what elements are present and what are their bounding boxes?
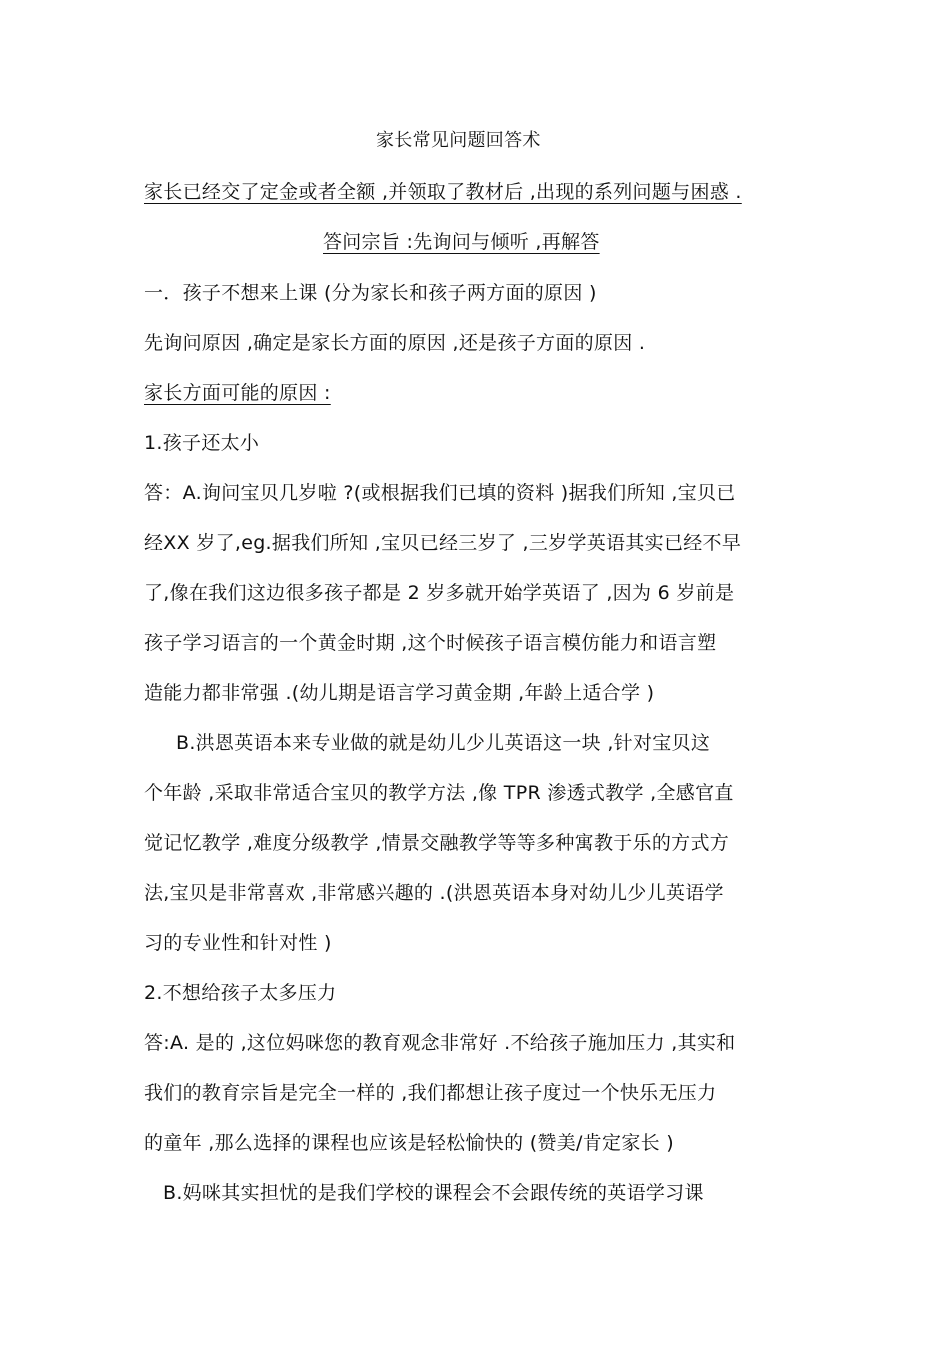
paragraph-line: 经XX 岁了,eg.据我们所知 ,宝贝已经三岁了 ,三岁学英语其实已经不早 <box>144 532 742 554</box>
paragraph-line: 法,宝贝是非常喜欢 ,非常感兴趣的 .(洪恩英语本身对幼儿少儿英语学 <box>144 882 724 904</box>
paragraph-line: 先询问原因 ,确定是家长方面的原因 ,还是孩子方面的原因 . <box>144 332 646 354</box>
paragraph-line: 孩子学习语言的一个黄金时期 ,这个时候孩子语言模仿能力和语言塑 <box>144 632 717 654</box>
subsection-heading: 家长方面可能的原因 : <box>144 382 331 404</box>
section-heading: 一．孩子不想来上课 (分为家长和孩子两方面的原因 ) <box>144 282 597 304</box>
paragraph-line: 了,像在我们这边很多孩子都是 2 岁多就开始学英语了 ,因为 6 岁前是 <box>144 582 735 604</box>
paragraph-line: B.洪恩英语本来专业做的就是幼儿少儿英语这一块 ,针对宝贝这 <box>176 732 711 754</box>
document-title: 家长常见问题回答术 <box>376 130 541 151</box>
paragraph-line: 个年龄 ,采取非常适合宝贝的教学方法 ,像 TPR 渗透式教学 ,全感官直 <box>144 782 734 804</box>
item-heading: 1.孩子还太小 <box>144 432 260 454</box>
paragraph-line: 答：A.询问宝贝几岁啦 ?(或根据我们已填的资料 )据我们所知 ,宝贝已 <box>144 482 736 504</box>
paragraph-line: 的童年 ,那么选择的课程也应该是轻松愉快的 (赞美/肯定家长 ) <box>144 1132 674 1154</box>
answer-principle: 答问宗旨 :先询问与倾听 ,再解答 <box>323 231 600 253</box>
paragraph-line: 习的专业性和针对性 ) <box>144 932 332 954</box>
paragraph-line: 我们的教育宗旨是完全一样的 ,我们都想让孩子度过一个快乐无压力 <box>144 1082 717 1104</box>
paragraph-line: 答:A. 是的 ,这位妈咪您的教育观念非常好 .不给孩子施加压力 ,其实和 <box>144 1032 736 1054</box>
paragraph-line: B.妈咪其实担忧的是我们学校的课程会不会跟传统的英语学习课 <box>163 1182 704 1204</box>
item-heading: 2.不想给孩子太多压力 <box>144 982 337 1004</box>
paragraph-line: 觉记忆教学 ,难度分级教学 ,情景交融教学等等多种寓教于乐的方式方 <box>144 832 730 854</box>
paragraph-line: 造能力都非常强 .(幼儿期是语言学习黄金期 ,年龄上适合学 ) <box>144 682 655 704</box>
document-subtitle: 家长已经交了定金或者全额 ,并领取了教材后 ,出现的系列问题与困惑 . <box>144 181 742 203</box>
